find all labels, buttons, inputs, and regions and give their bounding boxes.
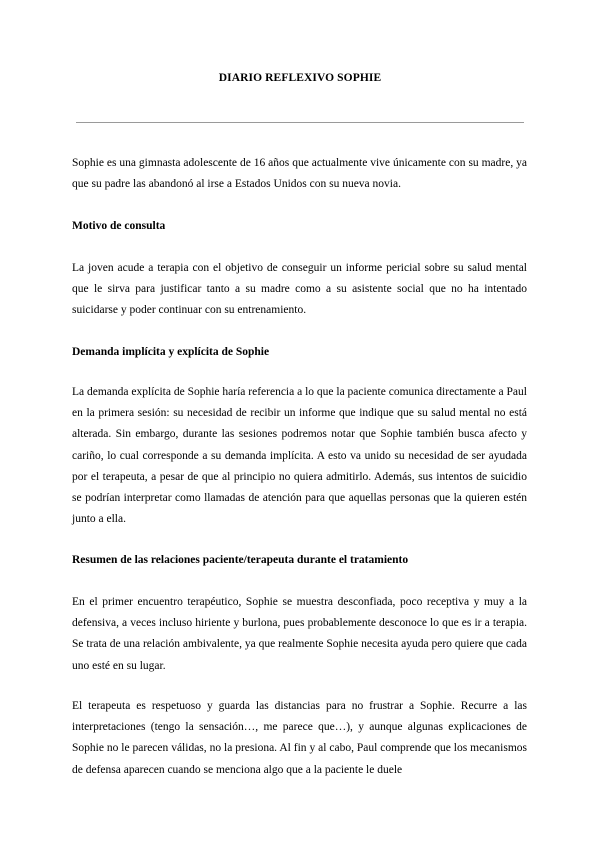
demanda-paragraph: La demanda explícita de Sophie haría referencia a lo que la paciente comunica directamente a Paul en la primera sesión: su necesidad de recibir un informe que indique que su salud mental no está alterada. Sin embargo, durante las sesiones podremos notar que Sophie también busca afecto y cariño, lo cual corresponde a su demanda implícita. A esto va unido su necesidad de ser ayudada por el terapeuta, a pesar de que al principio no quiera admitirlo. Además, sus intentos de suicidio se podrían interpretar como llamadas de atención para que aquellas personas que la quieren estén junto a ella. <box>72 386 527 526</box>
section-heading-motivo: Motivo de consulta <box>72 220 166 232</box>
motivo-paragraph: La joven acude a terapia con el objetivo de conseguir un informe pericial sobre su salud mental que le sirva para justificar tanto a su madre como a su asistente social que no ha intentado suicidarse y poder continuar con su entrenamiento. <box>72 262 527 317</box>
section-heading-demanda: Demanda implícita y explícita de Sophie <box>72 346 270 358</box>
resumen-paragraph-2: El terapeuta es respetuoso y guarda las distancias para no frustrar a Sophie. Recurre a las interpretaciones (tengo la sensación…, me parece que…), y aunque algunas explicaciones de Sophie no le parecen válidas, no la presiona. Al fin y al cabo, Paul comprende que los mecanismos de defensa aparecen cuando se menciona algo que a la paciente le duele <box>72 700 527 776</box>
document-title: DIARIO REFLEXIVO SOPHIE <box>218 72 382 84</box>
title-divider <box>76 122 524 123</box>
resumen-paragraph-1: En el primer encuentro terapéutico, Sophie se muestra desconfiada, poco receptiva y muy a la defensiva, a veces incluso hiriente y burlona, pues probablemente desconoce lo que es ir a terapia. Se trata de una relación ambivalente, ya que realmente Sophie necesita ayuda pero quiere que cada uno esté en su lugar. <box>72 596 527 672</box>
intro-paragraph: Sophie es una gimnasta adolescente de 16 años que actualmente vive únicamente con su madre, ya que su padre las abandonó al irse a Estados Unidos con su nueva novia. <box>72 157 527 191</box>
section-heading-resumen: Resumen de las relaciones paciente/terapeuta durante el tratamiento <box>72 554 409 566</box>
